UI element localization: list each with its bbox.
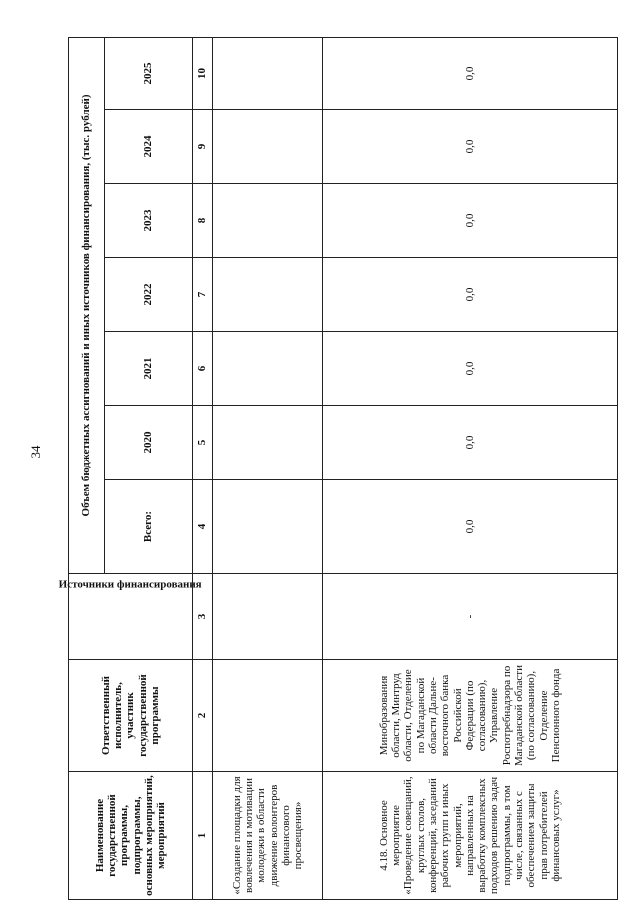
column-number: 9 bbox=[193, 110, 213, 184]
row-name: «Создание площадки для вовлечения и мотивации молодежи в области движение волонтеров финансового просвещения» bbox=[213, 772, 323, 900]
row-source bbox=[213, 574, 323, 660]
row-value-2025 bbox=[213, 37, 323, 109]
column-number: 3 bbox=[193, 574, 213, 660]
column-number: 10 bbox=[193, 37, 213, 109]
header-executor: Ответственный исполнитель, участник государственной программы bbox=[69, 660, 193, 772]
header-row-group bbox=[69, 37, 105, 899]
row-value-2024: 0,0 bbox=[323, 110, 618, 184]
column-number: 8 bbox=[193, 184, 213, 258]
page-number: 34 bbox=[28, 445, 43, 459]
column-number-row bbox=[193, 37, 213, 899]
header-year-2024: 2024 bbox=[105, 110, 193, 184]
column-number: 5 bbox=[193, 406, 213, 480]
table-row bbox=[323, 37, 618, 899]
column-number: 7 bbox=[193, 258, 213, 332]
row-name: 4.18. Основное мероприятие «Проведение совещаний, круглых столов, конференций, заседаний рабочих групп и иных мероприятий, направленных на выработку комплексных подходов решению задач подпрограммы, в том числе, связанных с обеспечением защиты прав потребителей финансовых услуг» bbox=[323, 772, 618, 900]
row-value-2021 bbox=[213, 332, 323, 406]
header-year-2022: 2022 bbox=[105, 258, 193, 332]
row-value-2023 bbox=[213, 184, 323, 258]
header-year-2025: 2025 bbox=[105, 37, 193, 109]
column-number: 6 bbox=[193, 332, 213, 406]
rotated-table-wrapper bbox=[59, 38, 618, 900]
table-row bbox=[213, 37, 323, 899]
budget-table bbox=[59, 37, 618, 900]
row-value-2020 bbox=[213, 406, 323, 480]
row-value-2025: 0,0 bbox=[323, 37, 618, 109]
row-value-2021: 0,0 bbox=[323, 332, 618, 406]
header-name: Наименование государственной программы, подпрограммы, основных мероприятий, мероприятий bbox=[69, 772, 193, 900]
row-value-2022 bbox=[213, 258, 323, 332]
column-number: 2 bbox=[193, 660, 213, 772]
row-value-total: 0,0 bbox=[323, 480, 618, 574]
column-number: 1 bbox=[193, 772, 213, 900]
row-value-2020: 0,0 bbox=[323, 406, 618, 480]
header-year-2023: 2023 bbox=[105, 184, 193, 258]
header-source bbox=[59, 574, 202, 660]
row-value-2023: 0,0 bbox=[323, 184, 618, 258]
column-number: 4 bbox=[193, 480, 213, 574]
row-executor: Минобразования области, Минтруд области, Отделение по Магаданской области Дальне-восточного банка Российской Федерации (по согласованию), Управление Роспотребнадзора по Магаданской области (по согласованию), Отделение Пенсионного фонда bbox=[323, 660, 618, 772]
header-year-total: Всего: bbox=[105, 480, 193, 574]
row-executor bbox=[213, 660, 323, 772]
row-value-2022: 0,0 bbox=[323, 258, 618, 332]
row-value-total bbox=[213, 480, 323, 574]
row-value-2024 bbox=[213, 110, 323, 184]
header-year-2021: 2021 bbox=[105, 332, 193, 406]
row-source: - bbox=[323, 574, 618, 660]
header-year-2020: 2020 bbox=[105, 406, 193, 480]
header-source-text: Источники финансирования bbox=[59, 578, 202, 591]
header-funding-group: Объем бюджетных ассигнований и иных источников финансирования, (тыс. рублей) bbox=[69, 37, 105, 573]
